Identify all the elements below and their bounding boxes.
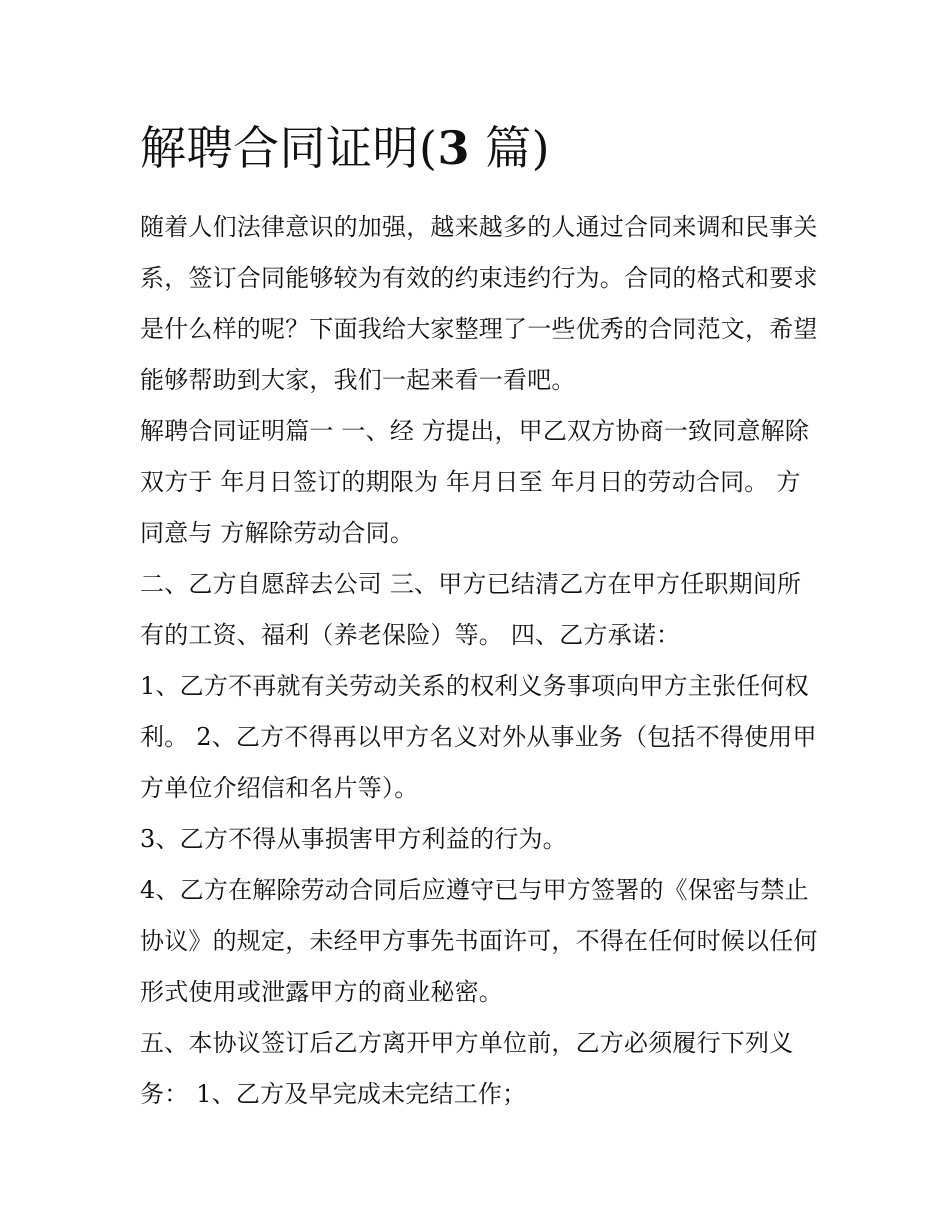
document-title [140, 112, 820, 184]
paragraph-intro: 随着人们法律意识的加强，越来越多的人通过合同来调和民事关系，签订合同能够较为有效的约束违约行为。合同的格式和要求是什么样的呢？下面我给大家整理了一些优秀的合同范文，希望能够帮助到大家，我们一起来看一看吧。 [140, 213, 818, 394]
title-row [140, 112, 820, 202]
paragraph-clause-1: 解聘合同证明篇一 一、经 方提出，甲乙双方协商一致同意解除双方于 年月日签订的期限为 年月日至 年月日的劳动合同。 方同意与 方解除劳动合同。 [140, 417, 810, 547]
paragraph-clause-2-4: 二、乙方自愿辞去公司 三、甲方已结清乙方在甲方任职期间所有的工资、福利（养老保险）等。 四、乙方承诺： [140, 570, 802, 649]
paragraph-clause-5: 五、本协议签订后乙方离开甲方单位前，乙方必须履行下列义务： 1、乙方及早完成未完结工作； [140, 1029, 794, 1108]
title-prefix: 解聘合同证明( [140, 121, 438, 175]
title-suffix: 篇) [469, 121, 551, 175]
paragraph-promise-3: 3、乙方不得从事损害甲方利益的行为。 [140, 825, 567, 853]
document-body [140, 112, 820, 1120]
paragraph-promise-4: 4、乙方在解除劳动合同后应遵守已与甲方签署的《保密与禁止协议》的规定，未经甲方事先书面许可，不得在任何时候以任何形式使用或泄露甲方的商业秘密。 [140, 876, 818, 1006]
paragraph-promise-1-2: 1、乙方不再就有关劳动关系的权利义务事项向甲方主张任何权利。 2、乙方不得再以甲方名义对外从事业务（包括不得使用甲方单位介绍信和名片等）。 [140, 672, 817, 802]
title-number: 3 [437, 121, 470, 175]
